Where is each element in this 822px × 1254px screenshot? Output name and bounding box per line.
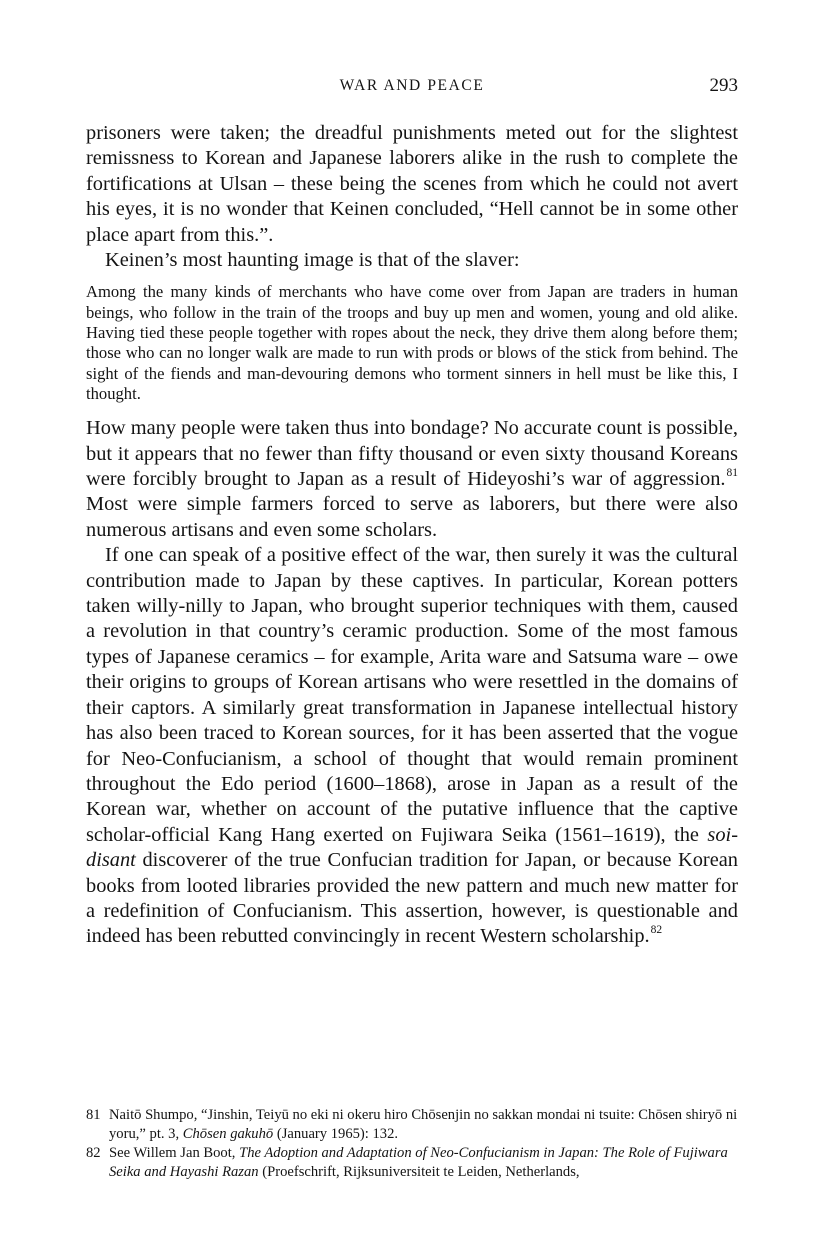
- footnote-ref-82[interactable]: 82: [650, 924, 663, 937]
- footnotes: [86, 1106, 738, 1182]
- footnote-text-part: (January 1965): 132.: [273, 1125, 399, 1142]
- footnote-number: 81: [86, 1107, 101, 1123]
- page-number: 293: [709, 75, 738, 96]
- paragraph-continuation: prisoners were taken; the dreadful punishments meted out for the slightest remissness to Korean and Japanese laborers alike in the rush to complete the fortifications at Ulsan – these being the scenes from which he could not avert his eyes, it is no wonder that Keinen concluded, “Hell cannot be in some other place apart from this.”.: [86, 122, 738, 246]
- paragraph-slaver-intro: Keinen’s most haunting image is that of the slaver:: [105, 249, 520, 272]
- footnote-number: 82: [86, 1145, 101, 1162]
- footnote-text: [109, 1144, 738, 1181]
- footnote-82: [86, 1144, 738, 1181]
- paragraph-cultural-contribution: [86, 543, 738, 950]
- italic-term: soi-disant: [86, 823, 738, 872]
- block-quote-keinen: Among the many kinds of merchants who have come over from Japan are traders in human beings, who follow in the train of the troops and buy up men and women, young and old alike. Having tied these people together with ropes about the neck, they drive them along before them; those who can no longer walk are made to run with prods or blows of the stick from behind. The sight of the fiends and man-devouring demons who torment sinners in hell must be like this, I thought.: [86, 282, 738, 403]
- footnote-text-part: (Proefschrift, Rijksuniversiteit te Leiden, Netherlands,: [258, 1163, 580, 1180]
- paragraph-text: How many people were taken thus into bondage? No accurate count is possible, but it appears that no fewer than fifty thousand or even sixty thousand Koreans were forcibly brought to Japan as a result of Hideyoshi’s war of aggression.: [86, 417, 738, 491]
- running-head: [86, 75, 738, 99]
- footnote-italic-title: The Adoption and Adaptation of Neo-Confucianism in Japan: The Role of Fujiwara Seika and Hayashi Razan: [109, 1145, 728, 1180]
- paragraph-text: Most were simple farmers forced to serve as laborers, but there were also numerous artisans and even some scholars.: [86, 493, 738, 541]
- footnote-ref-81[interactable]: 81: [726, 467, 738, 480]
- paragraph-bondage: [86, 416, 738, 543]
- footnote-text: [109, 1106, 738, 1143]
- footnote-text-part: See Willem Jan Boot,: [109, 1145, 240, 1162]
- paragraph-text: discoverer of the true Confucian tradition for Japan, or because Korean books from looted libraries provided the new pattern and much new matter for a redefinition of Confucianism. This assertion, however, is questionable and indeed has been rebutted convincingly in recent Western scholarship.: [86, 849, 738, 948]
- footnote-81: [86, 1106, 738, 1143]
- footnote-text-part: Naitō Shumpo, “Jinshin, Teiyū no eki ni okeru hiro Chōsenjin no sakkan mondai ni tsuite: Chōsen shiryō ni yoru,” pt. 3,: [109, 1107, 738, 1142]
- body-text: [86, 121, 738, 950]
- paragraph-text: If one can speak of a positive effect of the war, then surely it was the cultural contribution made to Japan by these captives. In particular, Korean potters taken willy-nilly to Japan, who brought superior techniques with them, caused a revolution in that country’s ceramic production. Some of the most famous types of Japanese ceramics – for example, Arita ware and Satsuma ware – owe their origins to groups of Korean artisans who were resettled in the domains of their captors. A similarly great transformation in Japanese intellectual history has also been traced to Korean sources, for it has been asserted that the vogue for Neo-Confucianism, a school of thought that would remain prominent throughout the Edo period (1600–1868), arose in Japan as a result of the Korean war, whether on account of the putative influence that the captive scholar-official Kang Hang exerted on Fujiwara Seika (1561–1619), the: [86, 544, 738, 846]
- footnote-italic-title: Chōsen gakuhō: [182, 1125, 274, 1142]
- running-title: WAR AND PEACE: [339, 77, 485, 94]
